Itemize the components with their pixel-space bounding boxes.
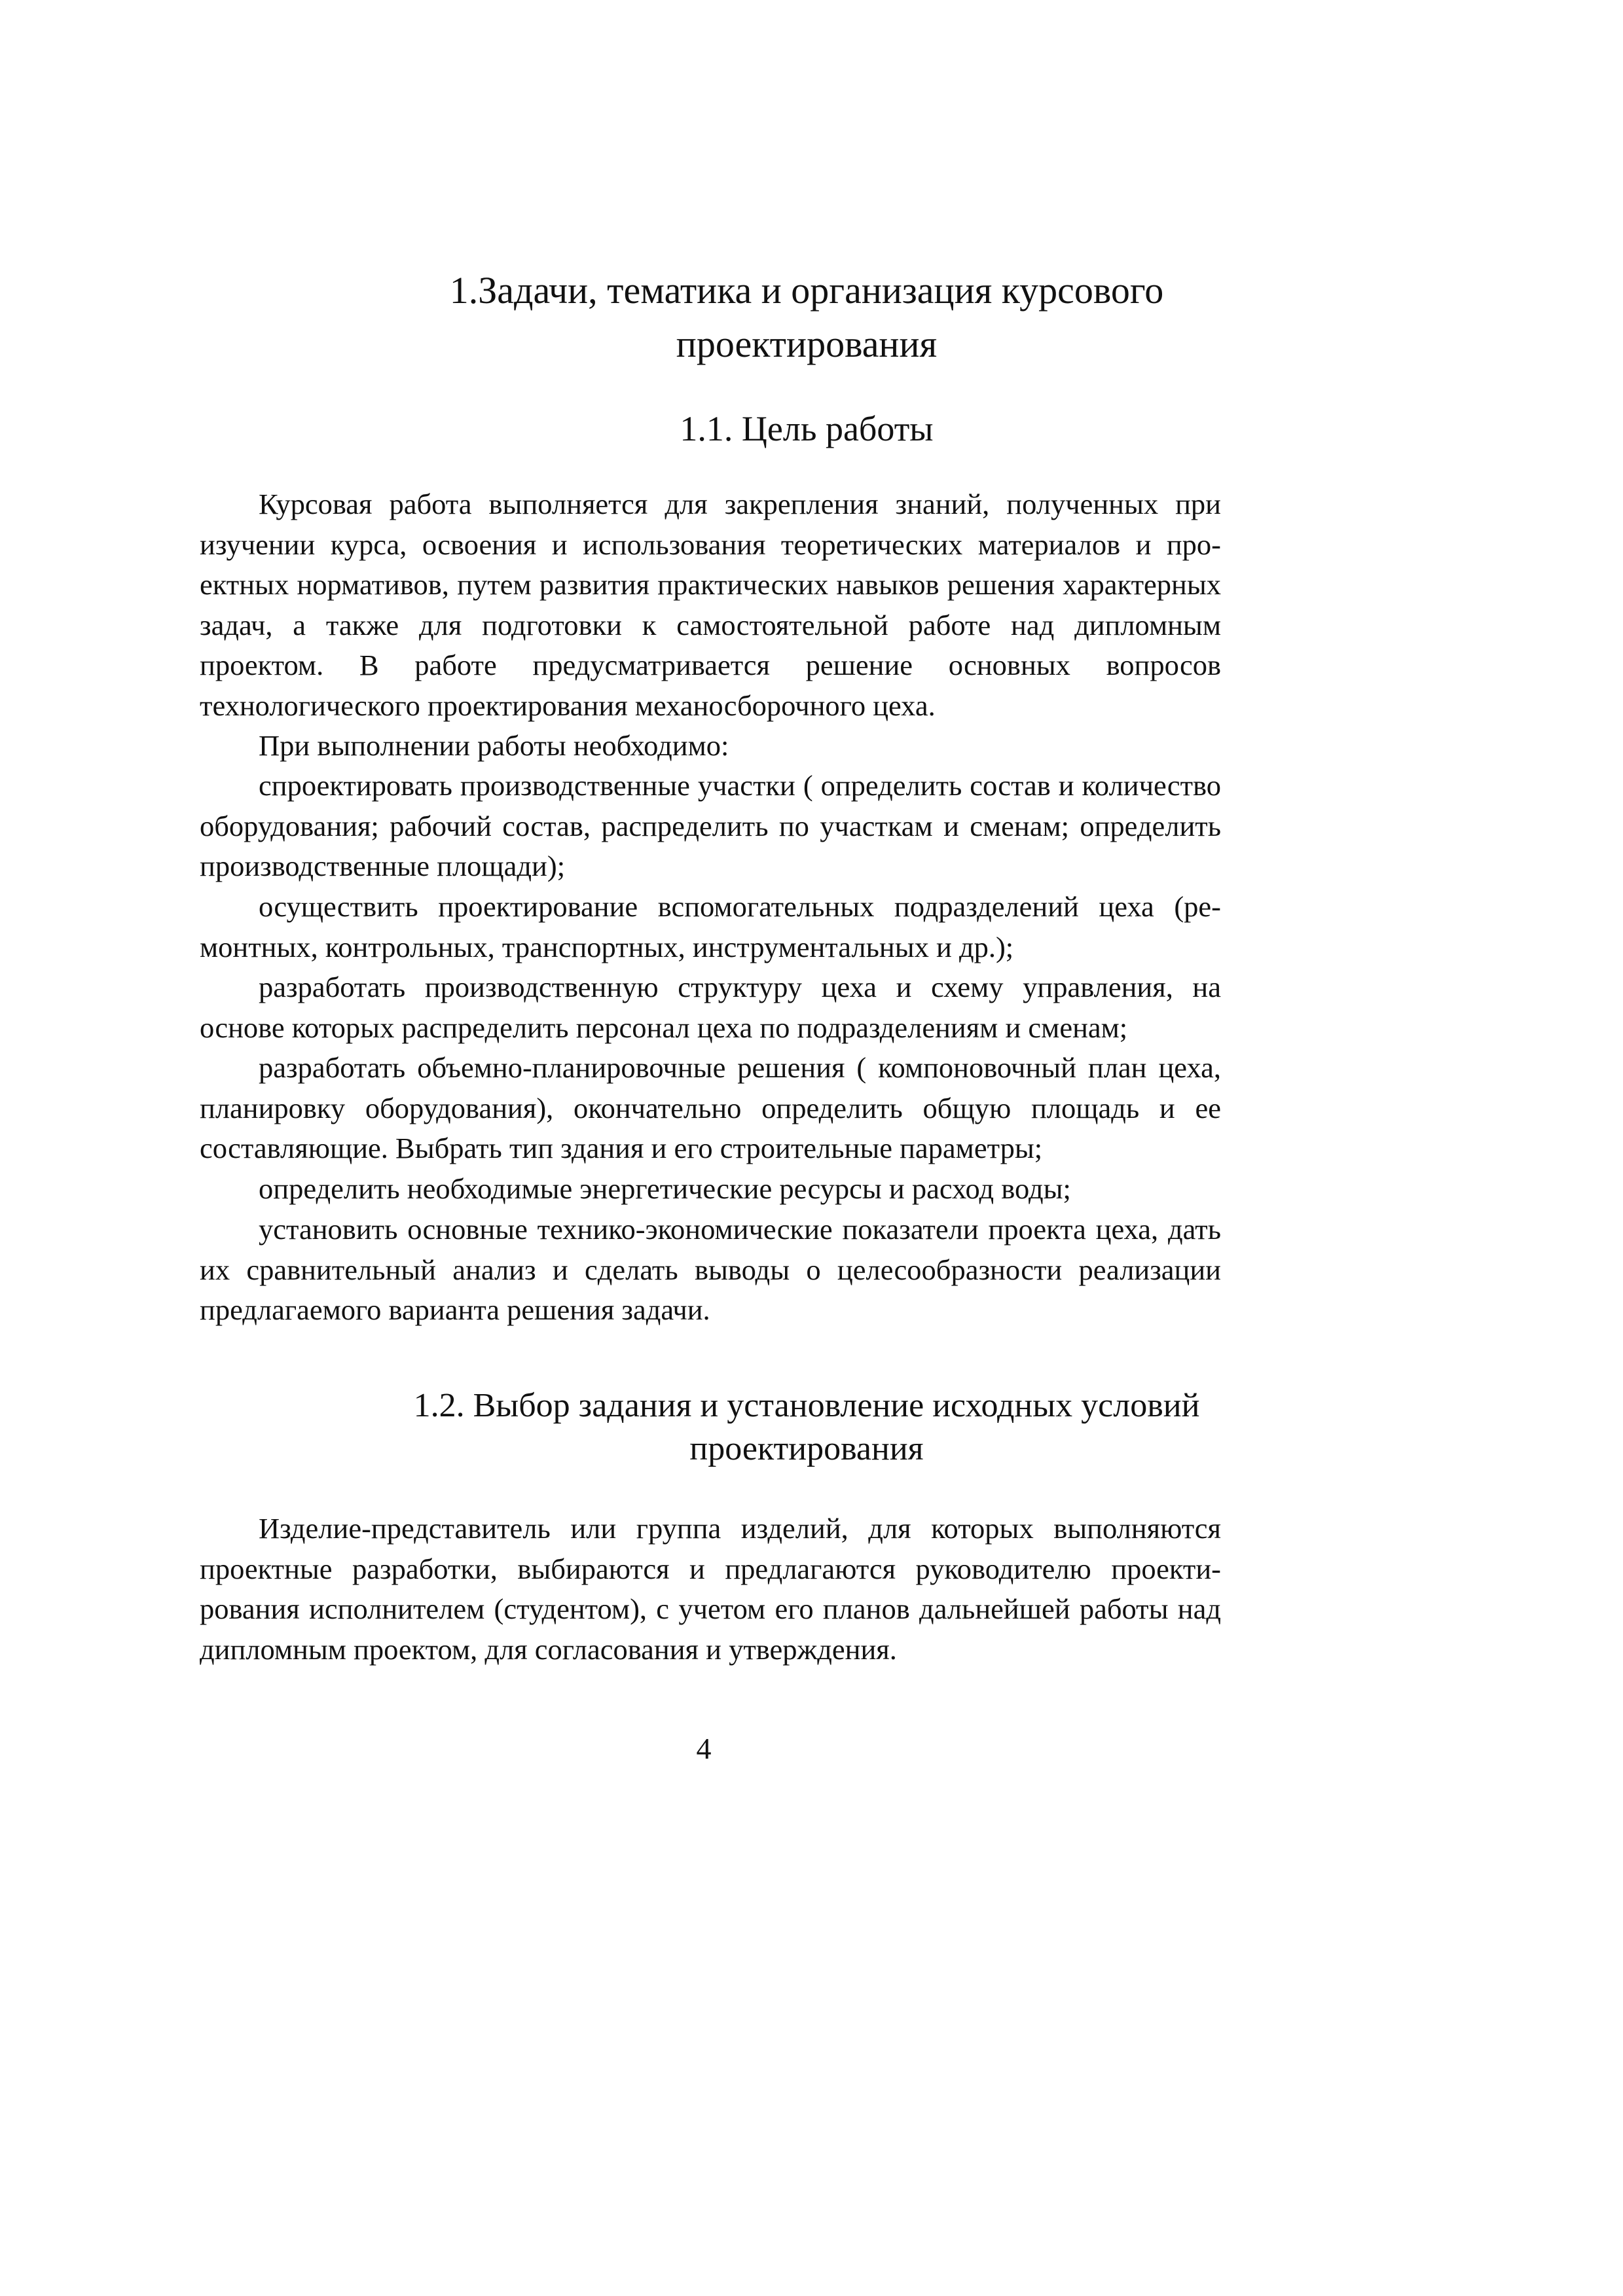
- paragraph-purpose: Курсовая работа выполняется для закрепления знаний, полученных при изучении курса, освоения и использования теоретических материалов и проектных нормативов, путем развития практических навыков решения характерных задач, а также для подготовки к самостоятельной работе над дипломным проектом. В работе предусматривается решение основных вопросов технологического проектирования механосборочного цеха.: [200, 488, 1221, 722]
- section-title-line-1: 1.Задачи, тематика и организация курсового: [449, 269, 1164, 312]
- paragraph-item-energy: определить необходимые энергетические ресурсы и расход воды;: [259, 1172, 1071, 1205]
- subsection-1-1-title: 1.1. Цель работы: [680, 409, 934, 448]
- paragraph-requirements-intro: При выполнении работы необходимо:: [259, 729, 729, 762]
- section-title-line-2: проектирования: [676, 323, 938, 365]
- paragraph-item-indicators: установить основные технико-экономические показатели проекта цеха, дать их сравнительный анализ и сделать выводы о целесообразности реализации предлагаемого варианта решения задачи.: [200, 1213, 1221, 1326]
- paragraph-item-structure: разработать производственную структуру цеха и схему управления, на основе которых распределить персонал цеха по подразделениям и сменам;: [200, 971, 1221, 1044]
- paragraph-item-auxiliary: осуществить проектирование вспомогательных подразделений цеха (ремонтных, контрольных, транспортных, инструментальных и др.);: [200, 890, 1221, 963]
- paragraph-item-layout: разработать объемно-планировочные решения ( компоновочный план цеха, планировку оборудования), окончательно определить общую площадь и ее составляющие. Выбрать тип здания и его строительные параметры;: [200, 1051, 1221, 1164]
- paragraph-item-sections: спроектировать производственные участки ( определить состав и количество оборудования; рабочий состав, распределить по участкам и сменам; определить производственные площади);: [200, 769, 1221, 882]
- paragraph-task-selection: Изделие-представитель или группа изделий, для которых выполняются проектные разработки, выбираются и предлагаются руководителю проектирования исполнителем (студентом), с учетом его планов дальнейшей работы над дипломным проектом, для согласования и утверждения.: [200, 1512, 1221, 1666]
- subsection-1-2-title-line-1: 1.2. Выбор задания и установление исходных условий: [413, 1387, 1200, 1424]
- page-number: 4: [696, 1732, 712, 1765]
- subsection-1-2-title-line-2: проектирования: [689, 1430, 924, 1467]
